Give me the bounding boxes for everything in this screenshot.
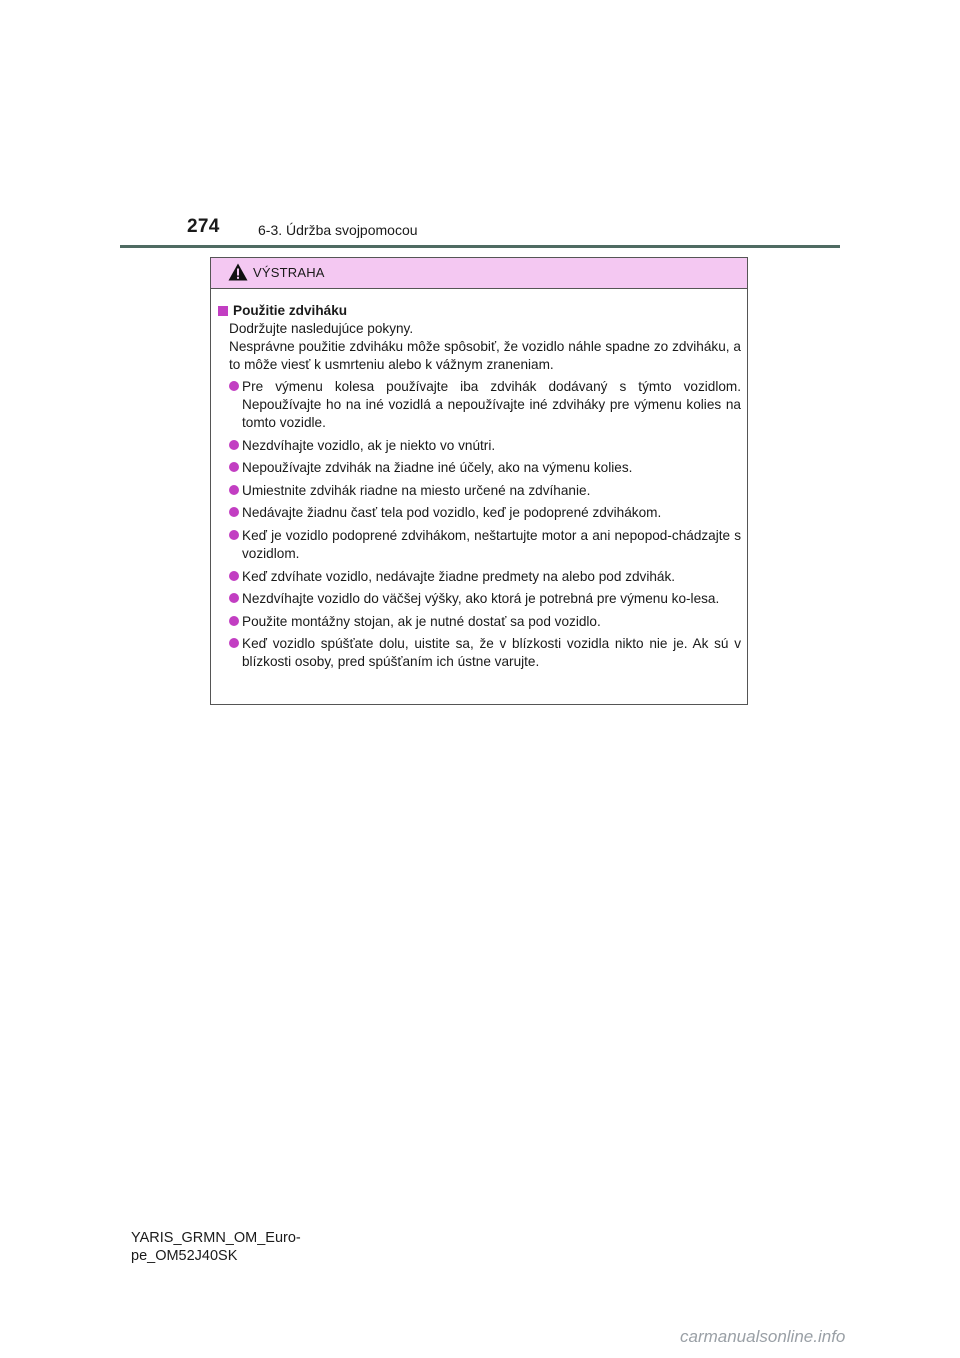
- circle-bullet-icon: [229, 485, 239, 495]
- list-item: [229, 459, 741, 477]
- list-item: [229, 482, 741, 500]
- list-item: [229, 437, 741, 455]
- document-id-line: pe_OM52J40SK: [131, 1248, 238, 1264]
- square-bullet-icon: [218, 306, 228, 316]
- circle-bullet-icon: [229, 507, 239, 517]
- list-item: [229, 568, 741, 586]
- bullet-text: Nedávajte žiadnu časť tela pod vozidlo, keď je podoprené zdvihákom.: [242, 505, 662, 521]
- list-item: [229, 590, 741, 608]
- list-item: [229, 635, 741, 671]
- circle-bullet-icon: [229, 462, 239, 472]
- document-id: [131, 1229, 301, 1265]
- circle-bullet-icon: [229, 638, 239, 648]
- bullet-text: Použite montážny stojan, ak je nutné dostať sa pod vozidlo.: [242, 613, 601, 629]
- bullet-text: Umiestnite zdvihák riadne na miesto určené na zdvíhanie.: [242, 482, 591, 498]
- subheading-text: Použitie zdviháku: [233, 303, 348, 318]
- circle-bullet-icon: [229, 530, 239, 540]
- bullet-text: Nezdvíhajte vozidlo, ak je niekto vo vnútri.: [242, 437, 496, 453]
- list-item: [229, 527, 741, 563]
- warning-header: [211, 258, 747, 289]
- circle-bullet-icon: [229, 440, 239, 450]
- list-item: [229, 613, 741, 631]
- circle-bullet-icon: [229, 571, 239, 581]
- page-header: [120, 214, 840, 248]
- header-rule: [120, 245, 840, 248]
- list-item: [229, 378, 741, 432]
- circle-bullet-icon: [229, 381, 239, 391]
- bullet-list: [218, 378, 741, 671]
- list-item: [229, 504, 741, 522]
- bullet-text: Nepoužívajte zdvihák na žiadne iné účely, ako na výmenu kolies.: [242, 460, 633, 476]
- section-title: 6-3. Údržba svojpomocou: [258, 222, 418, 238]
- watermark: carmanualsonline.info: [680, 1327, 846, 1346]
- page-number: 274: [187, 216, 220, 237]
- warning-title: VÝSTRAHA: [253, 265, 325, 280]
- intro-line: Nesprávne použitie zdviháku môže spôsobiť, že vozidlo náhle spadne zo zdviháku, a to môže viesť k usmrteniu alebo k vážnym zraneniam.: [229, 339, 741, 372]
- subheading: [218, 302, 741, 320]
- warning-box: [210, 257, 748, 705]
- warning-body: [211, 289, 747, 671]
- circle-bullet-icon: [229, 593, 239, 603]
- bullet-text: Keď je vozidlo podoprené zdvihákom, neštartujte motor a ani nepopod-chádzajte s vozidlom.: [242, 527, 741, 561]
- bullet-text: Pre výmenu kolesa používajte iba zdvihák dodávaný s týmto vozidlom. Nepoužívajte ho na iné vozidlá a nepoužívajte iné zdviháky pre výmenu kolies na tomto vozidle.: [242, 379, 741, 430]
- bullet-text: Nezdvíhajte vozidlo do väčšej výšky, ako ktorá je potrebná pre výmenu ko-lesa.: [242, 591, 720, 607]
- bullet-text: Keď vozidlo spúšťate dolu, uistite sa, že v blízkosti vozidla nikto nie je. Ak sú v blízkosti osoby, pred spúšťaním ich ústne varujte.: [242, 636, 741, 670]
- warning-triangle-icon: [228, 263, 248, 281]
- document-id-line: YARIS_GRMN_OM_Euro-: [131, 1230, 301, 1246]
- bullet-text: Keď zdvíhate vozidlo, nedávajte žiadne predmety na alebo pod zdvihák.: [242, 568, 676, 584]
- circle-bullet-icon: [229, 616, 239, 626]
- intro-line: Dodržujte nasledujúce pokyny.: [229, 321, 414, 336]
